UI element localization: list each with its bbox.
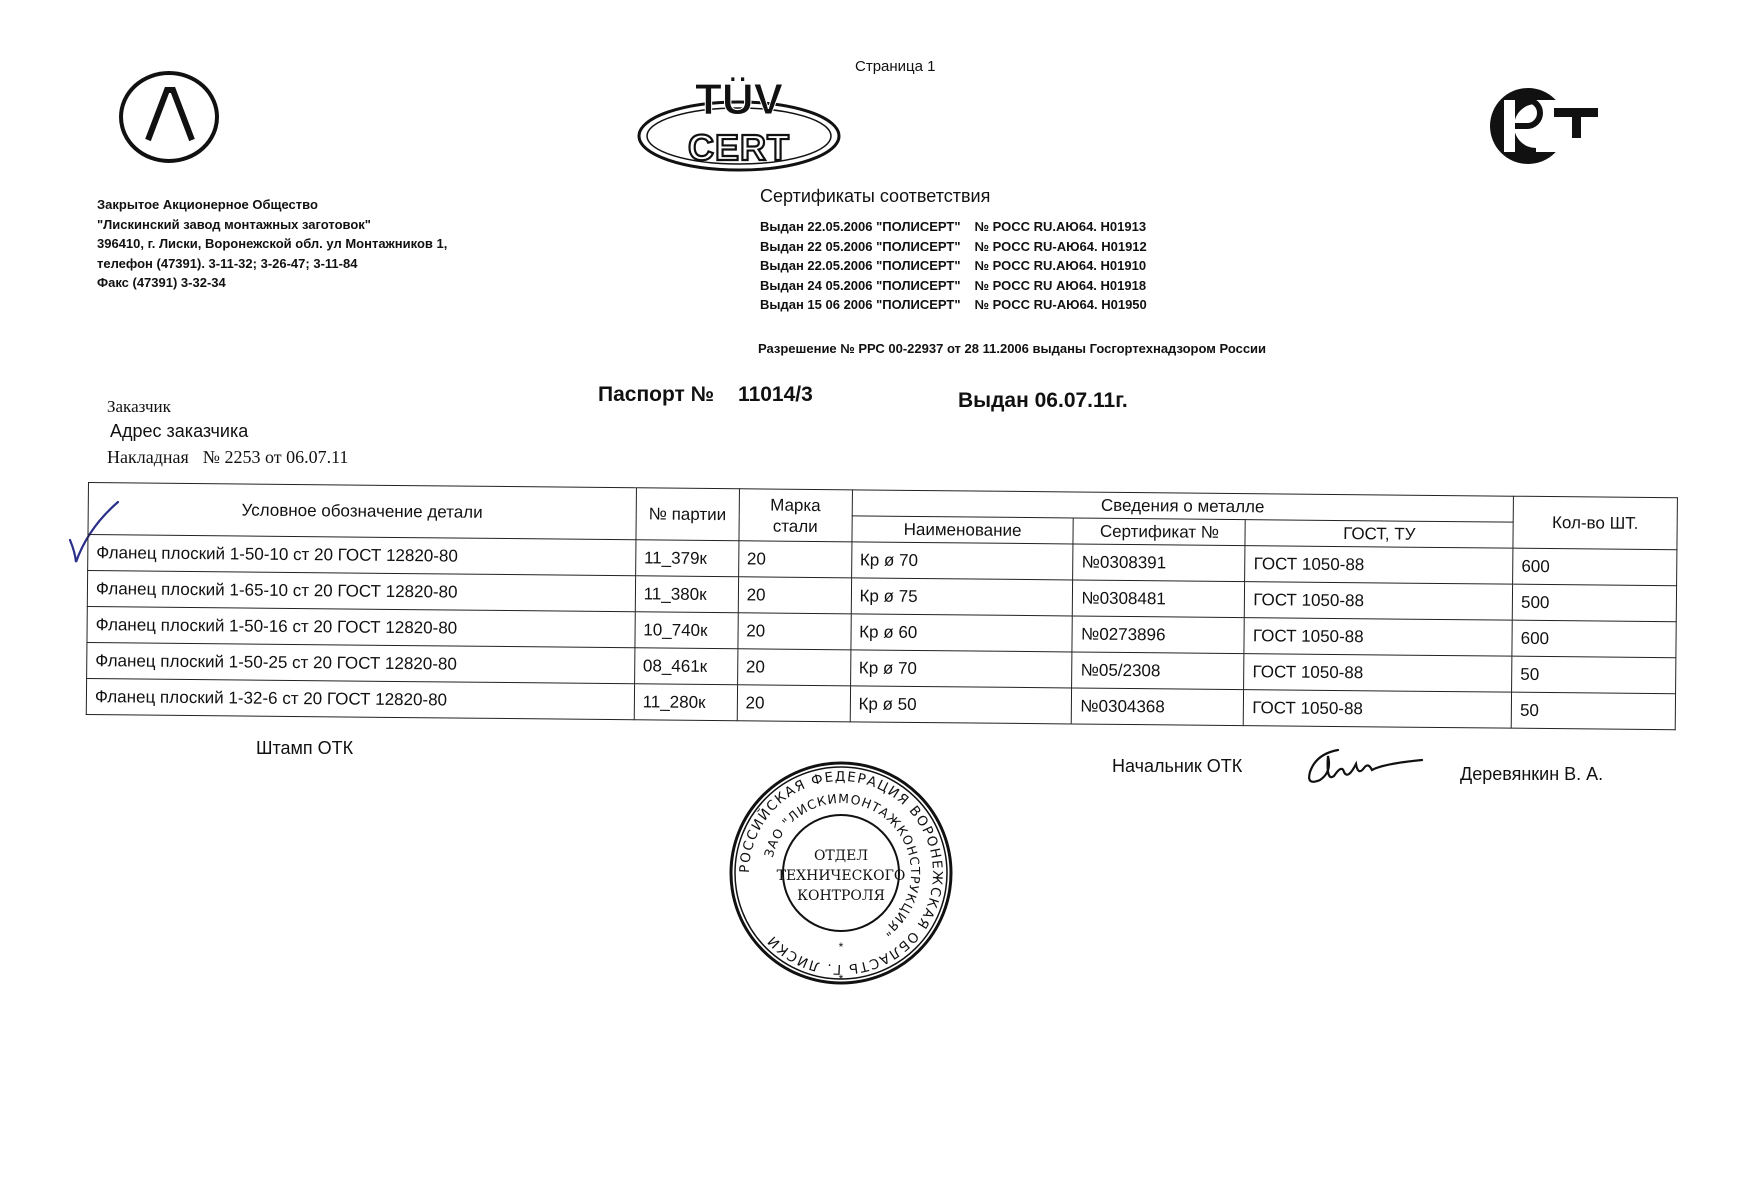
cell-qty: 50 xyxy=(1511,692,1675,730)
cell-name: Кр ø 70 xyxy=(850,650,1072,688)
cell-gost: ГОСТ 1050-88 xyxy=(1244,654,1512,693)
signature-icon xyxy=(1298,742,1428,792)
cell-certificate: №0308481 xyxy=(1073,580,1245,618)
cell-part: Фланец плоский 1-50-25 ст 20 ГОСТ 12820-80 xyxy=(87,642,635,683)
company-line: 396410, г. Лиски, Воронежской обл. ул Монтажников 1, xyxy=(97,236,448,251)
cell-name: Кр ø 75 xyxy=(851,578,1073,616)
cell-name: Кр ø 50 xyxy=(850,686,1072,724)
certificate-row: Выдан 24 05.2006 "ПОЛИСЕРТ" № РОСС RU АЮ64. Н01918 xyxy=(760,277,1147,293)
cell-part: Фланец плоский 1-50-16 ст 20 ГОСТ 12820-80 xyxy=(87,606,635,647)
cell-gost: ГОСТ 1050-88 xyxy=(1244,618,1512,657)
parts-table xyxy=(86,482,1678,730)
company-line: Факс (47391) 3-32-34 xyxy=(97,275,226,290)
pct-logo-icon xyxy=(1484,84,1604,168)
cell-steel: 20 xyxy=(738,541,851,578)
page-number: Страница 1 xyxy=(855,58,936,75)
cell-certificate: №05/2308 xyxy=(1072,652,1244,690)
cell-batch: 11_379к xyxy=(635,540,738,577)
cell-gost: ГОСТ 1050-88 xyxy=(1245,582,1513,621)
otk-stamp-label: Штамп ОТК xyxy=(256,738,354,758)
certificate-row: Выдан 22.05.2006 "ПОЛИСЕРТ" № РОСС RU.АЮ64. Н01913 xyxy=(760,219,1147,234)
cell-part: Фланец плоский 1-32-6 ст 20 ГОСТ 12820-80 xyxy=(86,678,634,719)
cell-qty: 50 xyxy=(1512,656,1676,694)
cell-qty: 500 xyxy=(1512,584,1676,622)
cell-qty: 600 xyxy=(1512,620,1676,658)
certificates-list xyxy=(760,217,1147,315)
cell-steel: 20 xyxy=(737,685,850,722)
header-name: Наименование xyxy=(852,516,1074,544)
invoice-number: № 2253 от 06.07.11 xyxy=(202,447,349,467)
svg-text:*: * xyxy=(838,972,844,986)
passport-issued: Выдан 06.07.11г. xyxy=(958,389,1128,412)
cell-steel: 20 xyxy=(737,649,850,686)
tuv-cert-logo-icon xyxy=(636,76,842,180)
otk-head-name: Деревянкин В. А. xyxy=(1460,764,1604,784)
invoice-line xyxy=(107,447,348,468)
cell-certificate: №0308391 xyxy=(1073,544,1245,582)
cell-batch: 10_740к xyxy=(635,612,738,649)
permit-line: Разрешение № РРС 00-22937 от 28 11.2006 выданы Госгортехнадзором России xyxy=(758,341,1267,356)
company-block xyxy=(97,195,447,293)
seal-center-line: ТЕХНИЧЕСКОГО xyxy=(776,868,906,884)
cell-part: Фланец плоский 1-65-10 ст 20 ГОСТ 12820-80 xyxy=(87,571,635,612)
certificate-row: Выдан 22 05.2006 "ПОЛИСЕРТ" № РОСС RU-АЮ64. Н01912 xyxy=(760,238,1147,254)
header-gost: ГОСТ, ТУ xyxy=(1245,520,1513,549)
passport-title xyxy=(598,383,813,407)
company-line: "Лискинский завод монтажных заготовок" xyxy=(97,216,371,232)
header-batch: № партии xyxy=(636,488,739,541)
lambda-logo-icon xyxy=(118,70,220,164)
cell-certificate: №0304368 xyxy=(1072,688,1244,726)
seal-center-line: КОНТРОЛЯ xyxy=(797,888,885,904)
header-metal-info: Сведения о металле xyxy=(852,490,1514,522)
header-qty: Кол-во ШТ. xyxy=(1513,496,1677,550)
svg-text:*: * xyxy=(838,940,844,954)
passport-label: Паспорт № xyxy=(598,383,715,406)
header-certificate: Сертификат № xyxy=(1073,518,1245,546)
cell-name: Кр ø 60 xyxy=(851,614,1073,652)
cell-steel: 20 xyxy=(738,577,851,614)
company-line: Закрытое Акционерное Общество xyxy=(97,197,318,212)
certificate-row: Выдан 22.05.2006 "ПОЛИСЕРТ" № РОСС RU.АЮ64. Н01910 xyxy=(760,258,1147,273)
cell-certificate: №0273896 xyxy=(1072,616,1244,654)
cert-text: CERT xyxy=(688,127,790,168)
customer-address-label: Адрес заказчика xyxy=(110,421,249,441)
otk-head-label: Начальник ОТК xyxy=(1112,756,1243,776)
seal-inner-text: ЗАО "ЛИСКИМОНТАЖКОНСТРУКЦИЯ" xyxy=(760,790,924,940)
header-part: Условное обозначение детали xyxy=(88,483,636,540)
cell-qty: 600 xyxy=(1513,548,1677,586)
cell-steel: 20 xyxy=(738,613,851,650)
tuv-text: TÜV xyxy=(695,76,783,124)
cell-part: Фланец плоский 1-50-10 ст 20 ГОСТ 12820-80 xyxy=(88,535,636,576)
cell-batch: 11_380к xyxy=(635,576,738,613)
cell-name: Кр ø 70 xyxy=(851,542,1073,580)
cell-batch: 08_461к xyxy=(634,648,737,685)
header-steel: Марка стали xyxy=(739,489,852,542)
seal-center-line: ОТДЕЛ xyxy=(813,848,869,864)
certificate-row: Выдан 15 06 2006 "ПОЛИСЕРТ" № РОСС RU-АЮ64. Н01950 xyxy=(760,297,1147,312)
cell-gost: ГОСТ 1050-88 xyxy=(1244,690,1512,729)
cell-batch: 11_280к xyxy=(634,684,737,721)
seal-outer-text: РОССИЙСКАЯ ФЕДЕРАЦИЯ ВОРОНЕЖСКАЯ ОБЛАСТЬ Г. ЛИСКИ xyxy=(736,768,946,978)
cell-gost: ГОСТ 1050-88 xyxy=(1245,546,1513,585)
customer-label: Заказчик xyxy=(107,397,171,416)
passport-number: 11014/3 xyxy=(738,383,813,406)
otk-seal-icon xyxy=(728,760,954,986)
certificates-title: Сертификаты соответствия xyxy=(760,186,991,206)
company-line: телефон (47391). 3-11-32; 3-26-47; 3-11-84 xyxy=(97,255,358,271)
invoice-label: Накладная xyxy=(107,447,189,467)
